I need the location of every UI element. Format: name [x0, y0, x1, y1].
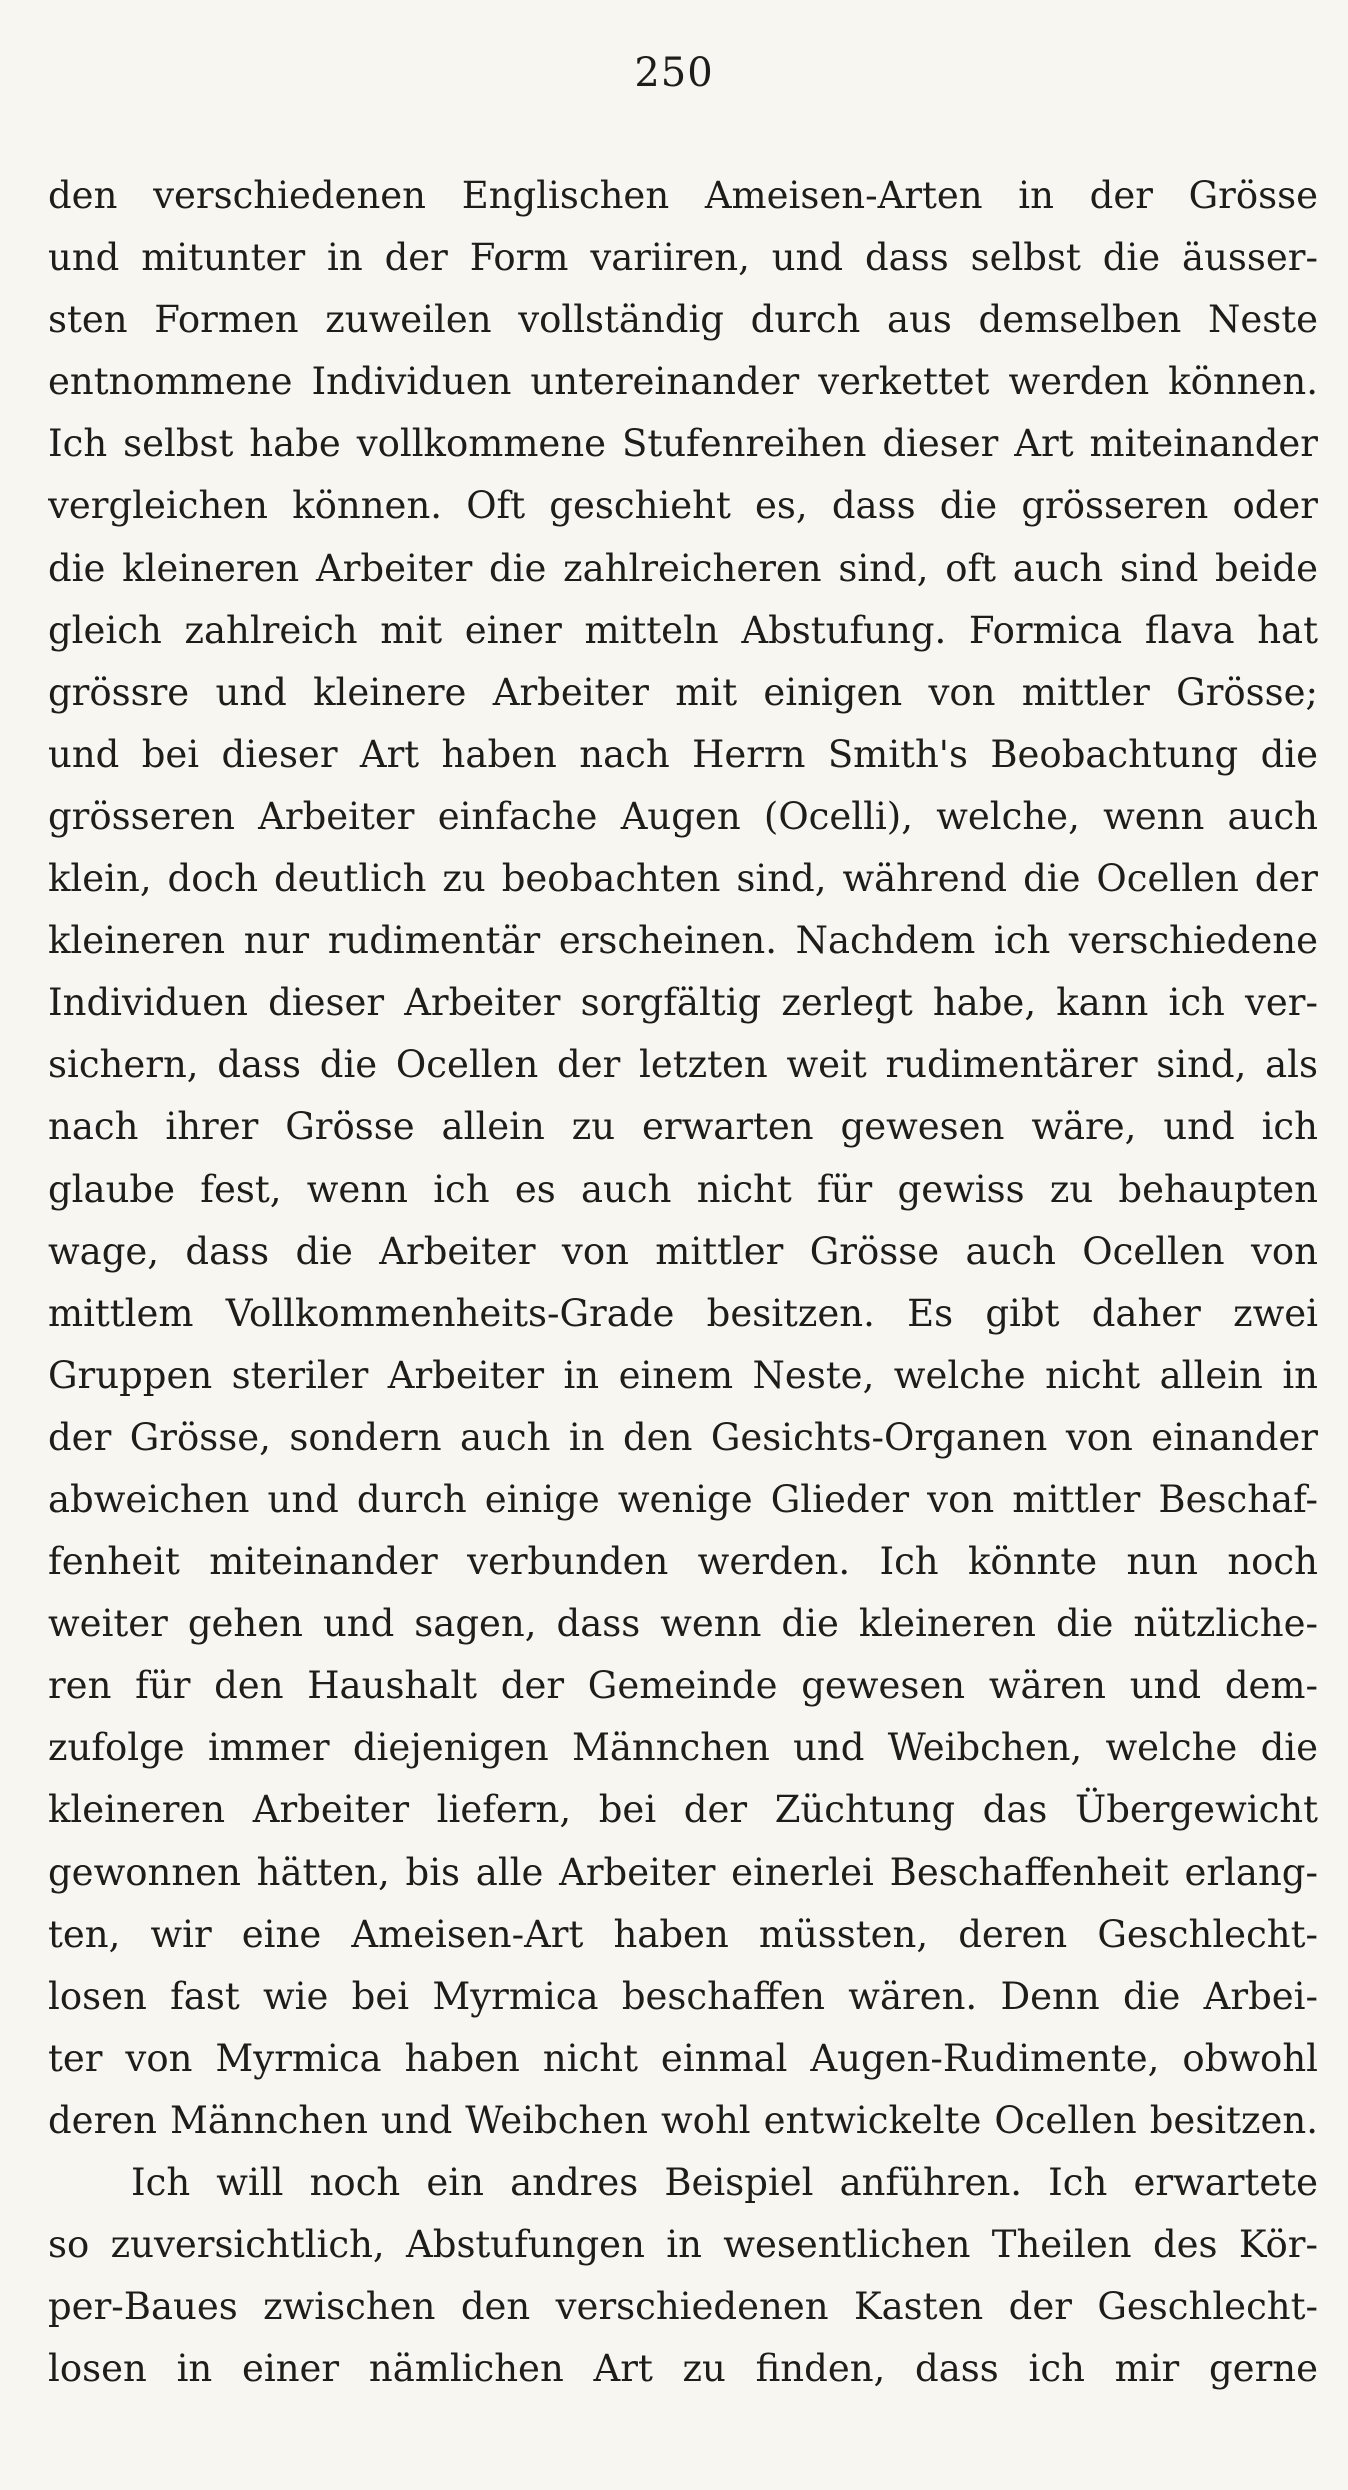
text-line: Individuen dieser Arbeiter sorgfältig zerlegt habe, kann ich ver- — [48, 981, 1318, 1025]
text-line: zufolge immer diejenigen Männchen und Weibchen, welche die — [48, 1726, 1318, 1770]
text-line: per-Baues zwischen den verschiedenen Kasten der Geschlecht- — [48, 2285, 1318, 2329]
text-line: so zuversichtlich, Abstufungen in wesentlichen Theilen des Kör- — [48, 2223, 1318, 2267]
text-line: kleineren nur rudimentär erscheinen. Nachdem ich verschiedene — [48, 919, 1318, 963]
text-line: gewonnen hätten, bis alle Arbeiter einerlei Beschaffenheit erlang- — [48, 1850, 1318, 1894]
text-line: und mitunter in der Form variiren, und dass selbst die äusser- — [48, 236, 1318, 280]
text-line: ten, wir eine Ameisen-Art haben müssten, deren Geschlecht- — [48, 1912, 1318, 1956]
text-line: und bei dieser Art haben nach Herrn Smith's Beobachtung die — [48, 732, 1318, 776]
text-line: fenheit miteinander verbunden werden. Ich könnte nun noch — [48, 1540, 1318, 1584]
text-line: sichern, dass die Ocellen der letzten weit rudimentärer sind, als — [48, 1043, 1318, 1087]
text-line: wage, dass die Arbeiter von mittler Grösse auch Ocellen von — [48, 1229, 1318, 1273]
text-line: losen in einer nämlichen Art zu finden, dass ich mir gerne — [48, 2347, 1318, 2391]
body-text — [48, 165, 1318, 2400]
text-line: vergleichen können. Oft geschieht es, dass die grösseren oder — [48, 484, 1318, 528]
text-line: der Grösse, sondern auch in den Gesichts-Organen von einander — [48, 1415, 1318, 1459]
text-line: nach ihrer Grösse allein zu erwarten gewesen wäre, und ich — [48, 1105, 1318, 1149]
text-line: glaube fest, wenn ich es auch nicht für gewiss zu behaupten — [48, 1167, 1318, 1211]
text-line: den verschiedenen Englischen Ameisen-Arten in der Grösse — [48, 174, 1318, 217]
page-number: 250 — [634, 50, 714, 96]
text-line: Ich selbst habe vollkommene Stufenreihen dieser Art miteinander — [48, 422, 1318, 466]
text-line: Ich will noch ein andres Beispiel anführen. Ich erwartete — [131, 2161, 1318, 2204]
text-line: entnommene Individuen untereinander verkettet werden können. — [48, 360, 1318, 404]
text-line: klein, doch deutlich zu beobachten sind, während die Ocellen der — [48, 857, 1318, 901]
text-line: gleich zahlreich mit einer mitteln Abstufung. Formica flava hat — [48, 608, 1318, 652]
text-line: weiter gehen und sagen, dass wenn die kleineren die nützliche- — [48, 1602, 1318, 1646]
text-line: deren Männchen und Weibchen wohl entwickelte Ocellen besitzen. — [48, 2098, 1318, 2142]
text-line: ter von Myrmica haben nicht einmal Augen-Rudimente, obwohl — [48, 2036, 1318, 2080]
text-line: mittlem Vollkommenheits-Grade besitzen. Es gibt daher zwei — [48, 1291, 1318, 1335]
text-line: die kleineren Arbeiter die zahlreicheren sind, oft auch sind beide — [48, 546, 1318, 590]
text-line: sten Formen zuweilen vollständig durch aus demselben Neste — [48, 298, 1318, 342]
text-line: grösseren Arbeiter einfache Augen (Ocelli), welche, wenn auch — [48, 794, 1318, 838]
text-line: abweichen und durch einige wenige Glieder von mittler Beschaf- — [48, 1477, 1318, 1521]
text-line: losen fast wie bei Myrmica beschaffen wären. Denn die Arbei- — [48, 1974, 1318, 2018]
text-line: ren für den Haushalt der Gemeinde gewesen wären und dem- — [48, 1664, 1318, 1708]
text-line: kleineren Arbeiter liefern, bei der Züchtung das Übergewicht — [48, 1788, 1318, 1832]
text-line: grössre und kleinere Arbeiter mit einigen von mittler Grösse; — [48, 670, 1318, 714]
text-line: Gruppen steriler Arbeiter in einem Neste, welche nicht allein in — [48, 1353, 1318, 1397]
